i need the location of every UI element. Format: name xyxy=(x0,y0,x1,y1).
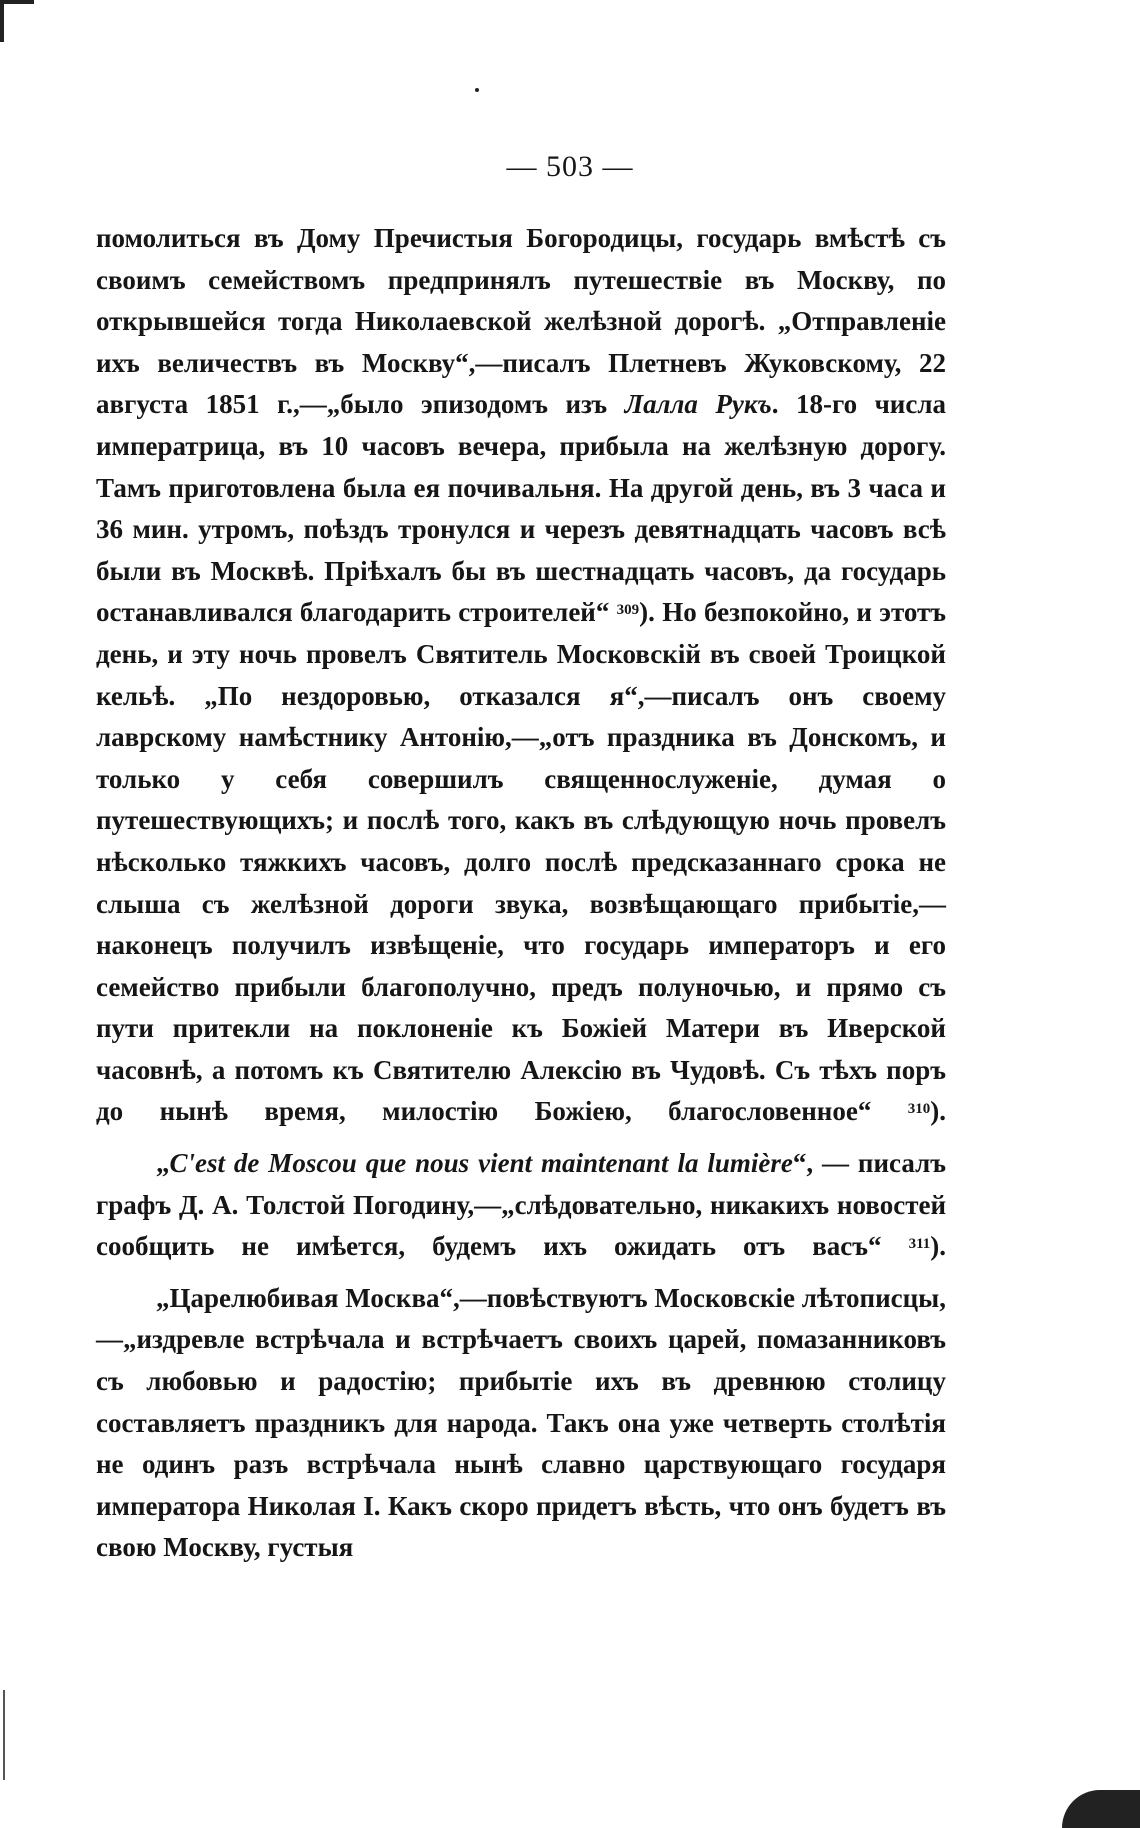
footnote-reference: 311 xyxy=(908,1236,931,1253)
text-run: помолиться въ Дому Пречистыя Богородицы, государь вмѣстѣ съ своимъ семействомъ предпринялъ путешествіе въ Москву, по открывшейся тогда Николаевской желѣзной дорогѣ. „Отправленіе ихъ величествъ въ Москву“,—писалъ Плетневъ Жуковскому, 22 августа 1851 г.,—„было эпизодомъ изъ xyxy=(96,223,946,420)
scan-corner-blot xyxy=(1062,1790,1140,1828)
scan-dot xyxy=(475,88,479,92)
body-text xyxy=(96,218,946,1569)
scan-corner-mark xyxy=(0,0,34,4)
footnote-reference: 309 xyxy=(616,602,640,619)
text-run: ). Но безпокойно, и этотъ день, и эту ночь провелъ Святитель Московскій въ своей Троицкой кельѣ. „По нездоровью, отказался я“,—писалъ онъ своему лаврскому намѣстнику Антонію,—„отъ праздника въ Донскомъ, и только у себя совершилъ священнослуженіе, думая о путешествующихъ; и послѣ того, какъ въ слѣдующую ночь провелъ нѣсколько тяжкихъ часовъ, долго послѣ предсказаннаго срока не слыша съ желѣзной дороги звука, возвѣщающаго прибытіе,—наконецъ получилъ извѣщеніе, что государь императоръ и его семейство прибыли благополучно, предъ полуночью, и прямо съ пути притекли на поклоненіе къ Божіей Матери въ Иверской часовнѣ, а потомъ къ Святителю Алексію въ Чудовѣ. Съ тѣхъ поръ до нынѣ время, милостію Божіею, благословенное“ xyxy=(96,597,946,1127)
scan-edge-line xyxy=(3,1690,5,1780)
text-run: ). xyxy=(930,1231,946,1262)
page-number: — 503 — xyxy=(506,150,634,183)
text-run: „ xyxy=(156,1148,170,1179)
footnote-reference: 310 xyxy=(907,1101,931,1118)
paragraph xyxy=(96,1278,946,1569)
scan-corner-mark xyxy=(0,0,4,42)
paragraph xyxy=(96,218,946,1133)
italic-phrase: Лалла Рукъ xyxy=(624,389,772,420)
text-run: „Царелюбивая Москва“,—повѣствуютъ Московскіе лѣтописцы,—„издревле встрѣчала и встрѣчаетъ своихъ царей, помазанниковъ съ любовью и радостію; прибытіе ихъ въ древнюю столицу составляетъ праздникъ для народа. Такъ она уже четверть столѣтія не одинъ разъ встрѣчала нынѣ славно царствующаго государя императора Николая I. Какъ скоро придетъ вѣсть, что онъ будетъ въ свою Москву, густыя xyxy=(96,1282,946,1563)
text-run: . 18-го числа императрица, въ 10 часовъ вечера, прибыла на желѣзную дорогу. Тамъ приготовлена была ея почивальня. На другой день, въ 3 часа и 36 мин. утромъ, поѣздъ тронулся и черезъ девятнадцать часовъ всѣ были въ Москвѣ. Пріѣхалъ бы въ шестнадцать часовъ, да государь останавливался благодарить строителей“ xyxy=(96,389,946,628)
text-run: ). xyxy=(930,1096,946,1127)
paragraph xyxy=(96,1143,946,1268)
text-run: “, — писалъ графъ Д. А. Толстой Погодину,—„слѣдовательно, никакихъ новостей сообщить не имѣется, будемъ ихъ ожидать отъ васъ“ xyxy=(96,1148,946,1262)
italic-phrase: C'est de Moscou que nous vient maintenant la lumière xyxy=(169,1148,793,1179)
